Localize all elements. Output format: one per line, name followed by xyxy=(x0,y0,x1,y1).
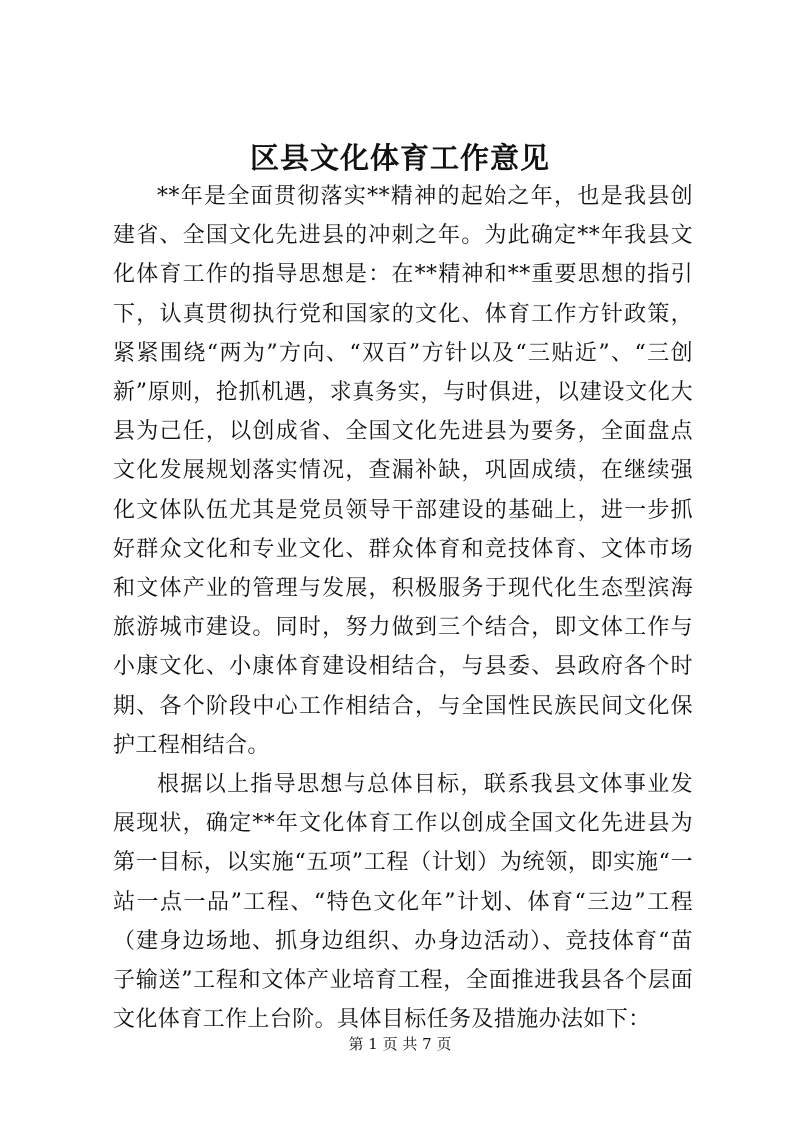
document-title: 区县文化体育工作意见 xyxy=(249,141,550,175)
page-footer: 第 1 页 共 7 页 xyxy=(348,1035,452,1053)
paragraph-guiding-ideology: **年是全面贯彻落实**精神的起始之年，也是我县创建省、全国文化先进县的冲刺之年。为此确定**年我县文化体育工作的指导思想是：在**精神和**重要思想的指引下，认真贯彻执行党和国家的文化、体育工作方针政策，紧紧围绕“两为”方向、“双百”方针以及“三贴近”、“三创新”原则，抢抓机遇，求真务实，与时俱进，以建设文化大县为己任，以创成省、全国文化先进县为要务，全面盘点文化发展规划落实情况，查漏补缺，巩固成绩，在继续强化文体队伍尤其是党员领导干部建设的基础上，进一步抓好群众文化和专业文化、群众体育和竞技体育、文体市场和文体产业的管理与发展，积极服务于现代化生态型滨海旅游城市建设。同时，努力做到三个结合，即文体工作与小康文化、小康体育建设相结合，与县委、县政府各个时期、各个阶段中心工作相结合，与全国性民族民间文化保护工程相结合。 xyxy=(113,184,693,758)
document-body xyxy=(113,177,693,1039)
paragraph-goals-and-tasks: 根据以上指导思想与总体目标，联系我县文体事业发展现状，确定**年文化体育工作以创成全国文化先进县为第一目标，以实施“五项”工程（计划）为统领，即实施“一站一点一品”工程、“特色文化年”计划、体育“三边”工程（建身边场地、抓身边组织、办身边活动）、竞技体育“苗子输送”工程和文体产业培育工程，全面推进我县各个层面文化体育工作上台阶。具体目标任务及措施办法如下： xyxy=(113,772,693,1033)
